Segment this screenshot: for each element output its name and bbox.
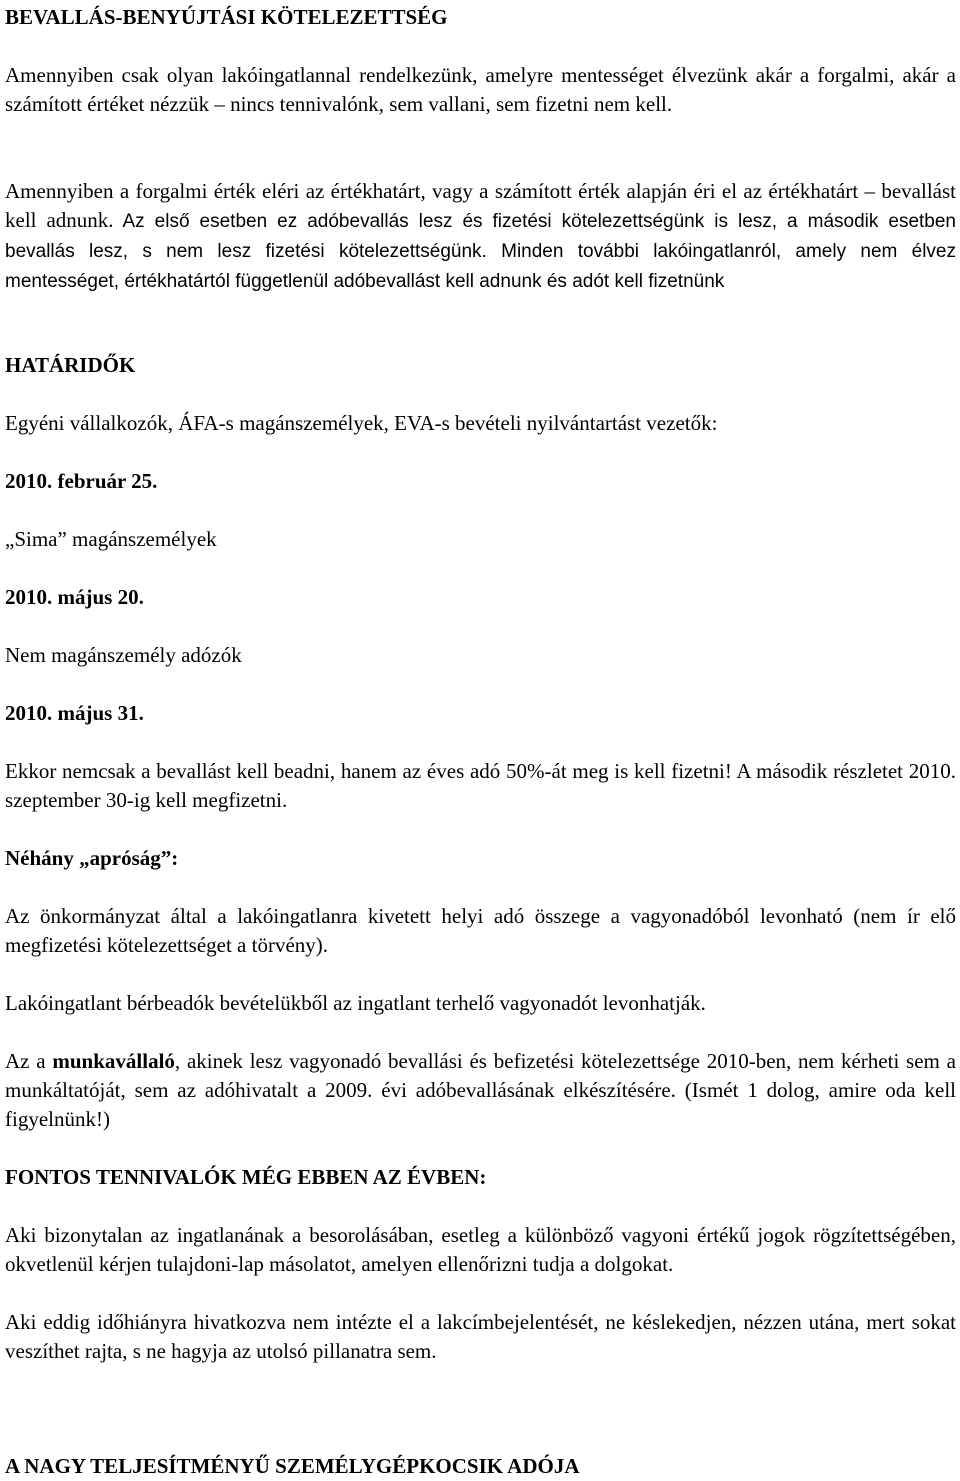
paragraph-address-registration: Aki eddig időhiányra hivatkozva nem intézte el a lakcímbejelentését, ne késlekedjen, nézzen utána, mert sokat veszíthet rajta, s ne hagyja az utolsó pillanatra sem. bbox=[5, 1310, 956, 1363]
paragraph-value-threshold-first: Amennyiben a forgalmi érték eléri az értékhatárt, vagy a számított érték alapján éri el az értékhatárt – bevallást kell adnunk. bbox=[5, 179, 956, 232]
paragraph-land-registry: Aki bizonytalan az ingatlanának a besorolásában, esetleg a különböző vagyoni értékű jogok rögzítettségében, okvetlenül kérjen tulajdoni-lap másolatot, amelyen ellenőrizni tudja a dolgokat. bbox=[5, 1223, 956, 1276]
paragraph-value-threshold-rest: Az első esetben ez adóbevallás lesz és fizetési kötelezettségünk is lesz, a második esetben bevallás lesz, s nem lesz fizetési kötelezettségünk. Minden további lakóingatlanról, amely nem élvez mentességet, értékhatártól függetlenül adóbevallást kell adnunk és adót kell fizetnünk bbox=[5, 211, 956, 292]
paragraph-local-tax: Az önkormányzat által a lakóingatlanra kivetett helyi adó összege a vagyonadóból levonható (nem ír elő megfizetési kötelezettséget a törvény). bbox=[5, 904, 956, 957]
paragraph-exemption: Amennyiben csak olyan lakóingatlannal rendelkezünk, amelyre mentességet élvezünk akár a forgalmi, akár a számított értéket nézzük – nincs tennivalónk, sem vallani, sem fizetni nem kell. bbox=[5, 63, 956, 116]
paragraph-employee-bold: munkavállaló bbox=[52, 1049, 175, 1073]
section-heading-deadlines: HATÁRIDŐK bbox=[5, 353, 136, 377]
deadline-group-non-persons: Nem magánszemély adózók bbox=[5, 643, 242, 667]
paragraph-employee-pre: Az a bbox=[5, 1049, 53, 1073]
paragraph-employee bbox=[5, 1047, 956, 1134]
deadline-date-may31: 2010. május 31. bbox=[5, 701, 144, 725]
paragraph-employee-post: , akinek lesz vagyonadó bevallási és befizetési kötelezettsége 2010-ben, nem kérheti sem a munkáltatóját, sem az adóhivatalt a 2009. évi adóbevallásának elkészítésére. (Ismét 1 dolog, amire oda kell figyelnünk!) bbox=[5, 1049, 956, 1131]
paragraph-value-threshold bbox=[5, 177, 956, 296]
section-heading-small-things: Néhány „apróság”: bbox=[5, 846, 179, 870]
deadline-date-feb: 2010. február 25. bbox=[5, 469, 158, 493]
deadline-group-entrepreneurs: Egyéni vállalkozók, ÁFA-s magánszemélyek, EVA-s bevételi nyilvántartást vezetők: bbox=[5, 411, 718, 435]
paragraph-landlords: Lakóingatlant bérbeadók bevételükből az ingatlant terhelő vagyonadót levonhatják. bbox=[5, 991, 706, 1015]
section-heading-important-tasks: FONTOS TENNIVALÓK MÉG EBBEN AZ ÉVBEN: bbox=[5, 1165, 487, 1189]
deadline-group-private-persons: „Sima” magánszemélyek bbox=[5, 527, 217, 551]
section-heading-filing-obligation: BEVALLÁS-BENYÚJTÁSI KÖTELEZETTSÉG bbox=[5, 5, 448, 29]
section-heading-car-tax: A NAGY TELJESÍTMÉNYŰ SZEMÉLYGÉPKOCSIK ADÓJA bbox=[5, 1454, 580, 1478]
paragraph-payment: Ekkor nemcsak a bevallást kell beadni, hanem az éves adó 50%-át meg is kell fizetni! A második részletet 2010. szeptember 30-ig kell megfizetni. bbox=[5, 759, 956, 812]
deadline-date-may20: 2010. május 20. bbox=[5, 585, 144, 609]
